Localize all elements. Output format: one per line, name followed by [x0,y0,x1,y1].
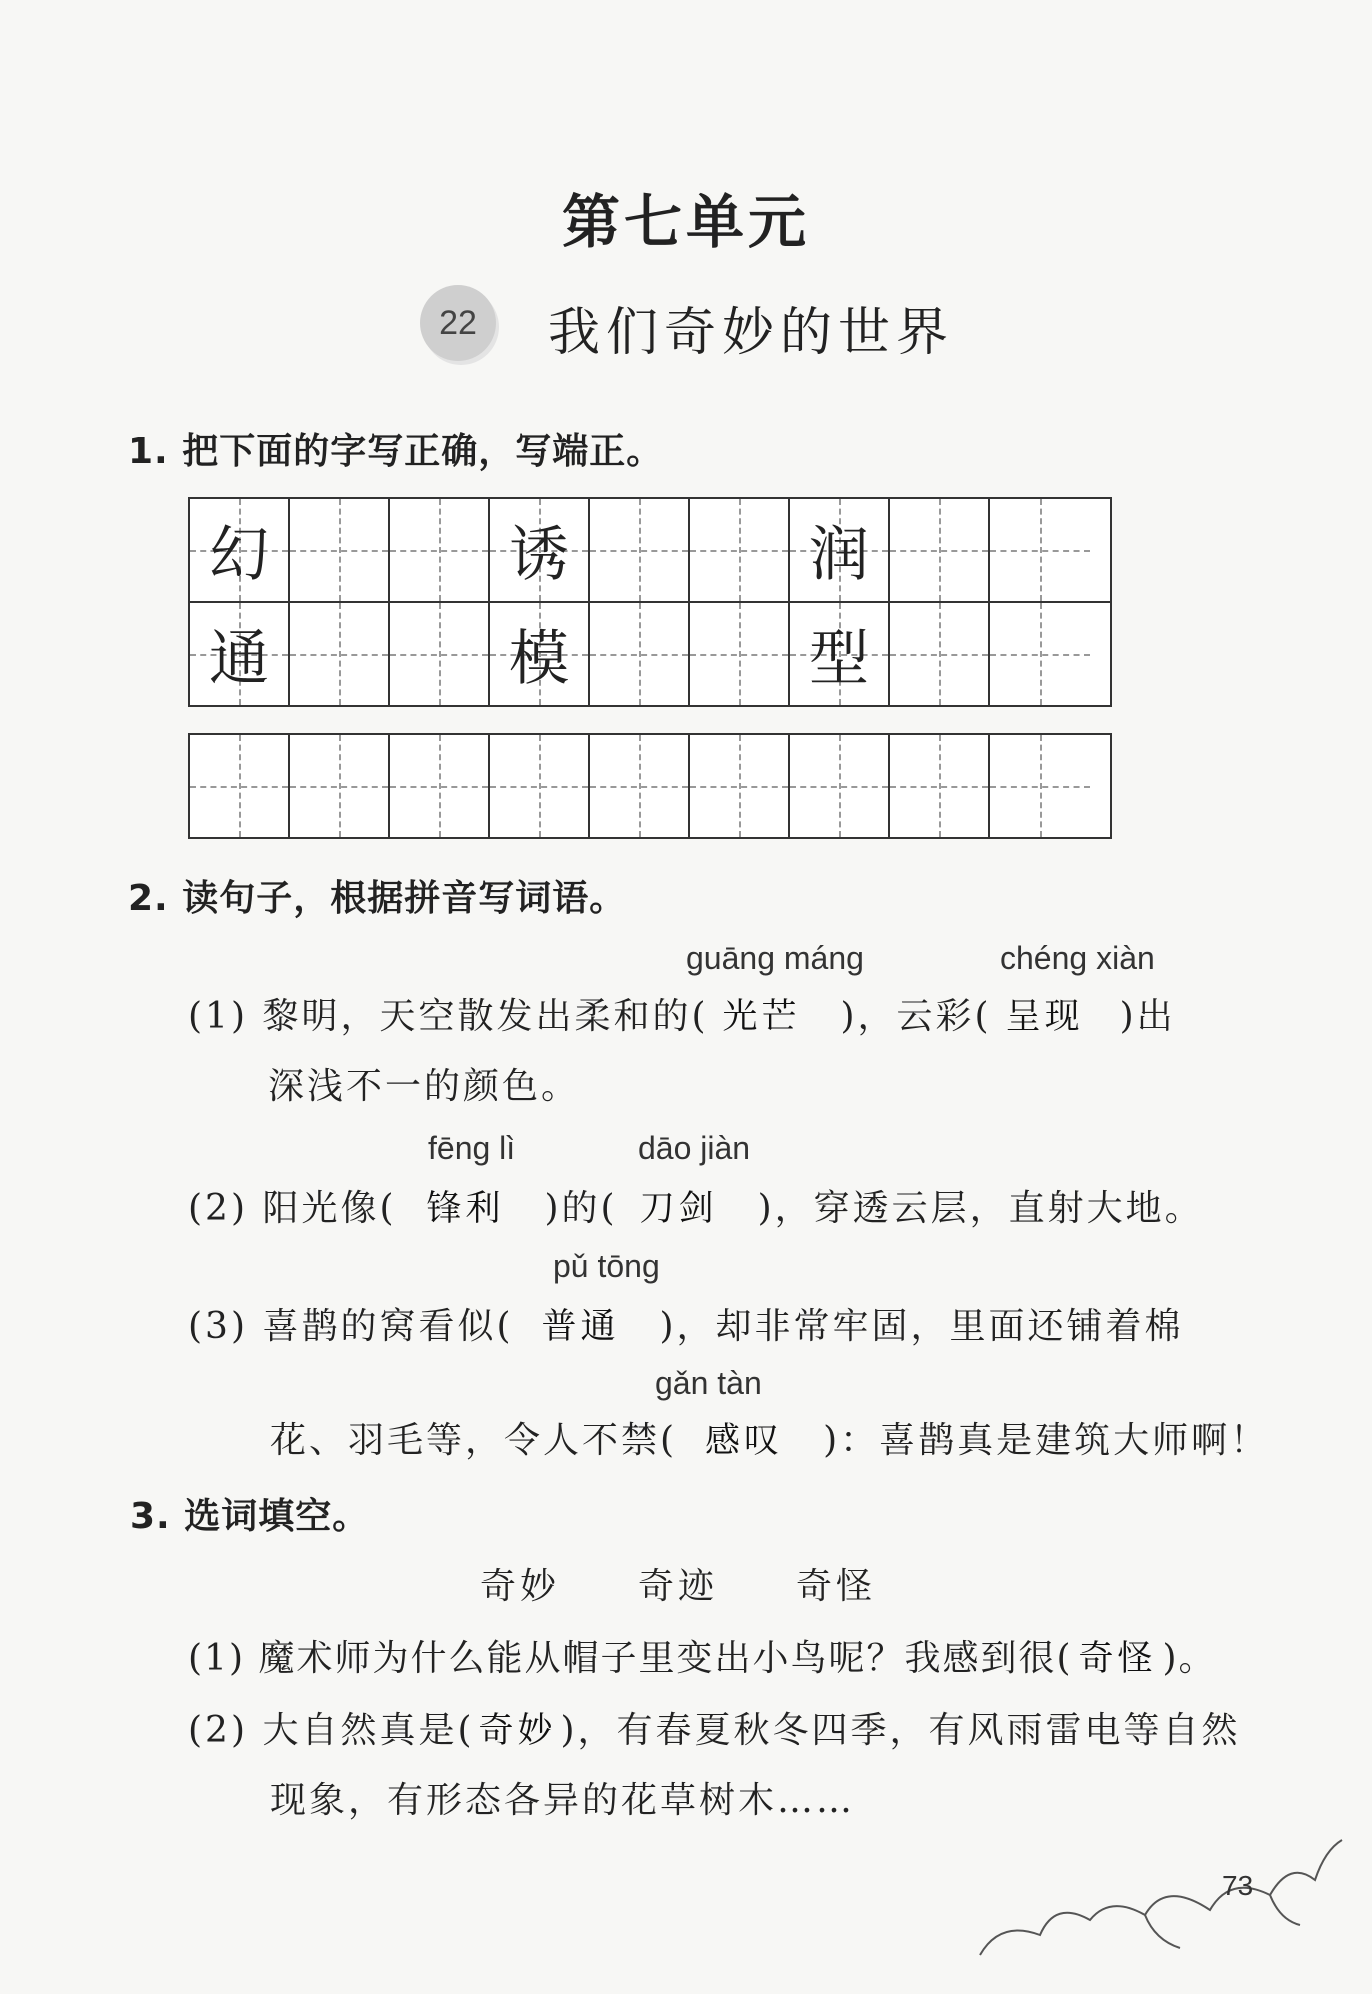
grid-cell[interactable]: 模 [490,603,590,705]
grid-cell[interactable] [390,735,490,837]
q2-item-1-line1: (1) 黎明，天空散发出柔和的( 光芒 )，云彩( 呈现 )出 [188,996,1176,1037]
lesson-title: 我们奇妙的世界 [548,303,955,363]
q3-item-2-line2: 现象，有形态各异的花草树木…… [270,1780,856,1821]
pinyin-hint: pǔ tōng [553,1248,660,1284]
answer-field[interactable]: 锋利 [426,1189,505,1229]
grid-cell[interactable]: 幻 [190,499,290,601]
grid-cell[interactable]: 润 [790,499,890,601]
pinyin-hint: chéng xiàn [1000,940,1155,976]
pinyin-hint: fēng lì [428,1130,516,1166]
grid-cell[interactable] [390,499,490,601]
grid-cell[interactable] [690,603,790,705]
q3-item-2-line1: (2) 大自然真是( 奇妙 )，有春夏秋冬四季，有风雨雷电等自然 [188,1710,1241,1751]
q3-heading: 3. 选词填空。 [130,1496,370,1537]
choice-word: 奇妙 [480,1566,561,1607]
q2-item-2: (2) 阳光像( 锋利 )的( 刀剑 )，穿透云层，直射大地。 [188,1188,1204,1229]
word-choices [480,1558,876,1609]
cloud-decoration-icon [970,1820,1350,1980]
answer-field[interactable]: 刀剑 [639,1189,718,1229]
q2-item-3-line2: 花、羽毛等，令人不禁( 感叹 )：喜鹊真是建筑大师啊！ [270,1420,1270,1461]
grid-cell[interactable]: 诱 [490,499,590,601]
grid-cell[interactable] [890,735,990,837]
grid-cell[interactable] [990,603,1090,705]
writing-grid-filled [188,497,1112,707]
lesson-number-badge: 22 [420,285,496,361]
writing-grid-empty [188,733,1112,839]
q1-heading: 1. 把下面的字写正确，写端正。 [128,431,664,472]
unit-title: 第七单元 [561,188,810,256]
grid-cell[interactable] [390,603,490,705]
answer-field[interactable]: 普通 [541,1307,620,1347]
grid-cell[interactable] [790,735,890,837]
q2-item-3-line1: (3) 喜鹊的窝看似( 普通 )，却非常牢固，里面还铺着棉 [188,1306,1184,1347]
answer-field[interactable]: 奇妙 [478,1711,557,1751]
page-number: 73 [1222,1870,1254,1901]
q2-heading: 2. 读句子，根据拼音写词语。 [128,878,627,919]
answer-field[interactable]: 呈现 [1005,997,1084,1037]
pinyin-hint: gǎn tàn [655,1365,762,1401]
grid-cell[interactable] [990,735,1090,837]
grid-cell[interactable] [590,603,690,705]
grid-cell[interactable] [690,499,790,601]
grid-cell[interactable] [890,603,990,705]
choice-word: 奇怪 [796,1566,877,1607]
grid-cell[interactable] [290,735,390,837]
grid-cell[interactable] [490,735,590,837]
grid-cell[interactable] [190,735,290,837]
q2-item-1-line2: 深浅不一的颜色。 [268,1066,581,1107]
answer-field[interactable]: 感叹 [705,1421,784,1461]
pinyin-hint: guāng máng [686,940,864,976]
grid-cell[interactable]: 通 [190,603,290,705]
pinyin-hint: dāo jiàn [638,1130,751,1166]
grid-cell[interactable] [990,499,1090,601]
grid-cell[interactable] [290,603,390,705]
grid-cell[interactable] [890,499,990,601]
grid-cell[interactable] [590,499,690,601]
grid-cell[interactable] [590,735,690,837]
grid-cell[interactable] [690,735,790,837]
q3-item-1: (1) 魔术师为什么能从帽子里变出小鸟呢？我感到很( 奇怪 )。 [188,1638,1217,1679]
answer-field[interactable]: 光芒 [722,997,801,1037]
choice-word: 奇迹 [638,1566,719,1607]
grid-cell[interactable]: 型 [790,603,890,705]
grid-cell[interactable] [290,499,390,601]
answer-field[interactable]: 奇怪 [1078,1639,1157,1679]
